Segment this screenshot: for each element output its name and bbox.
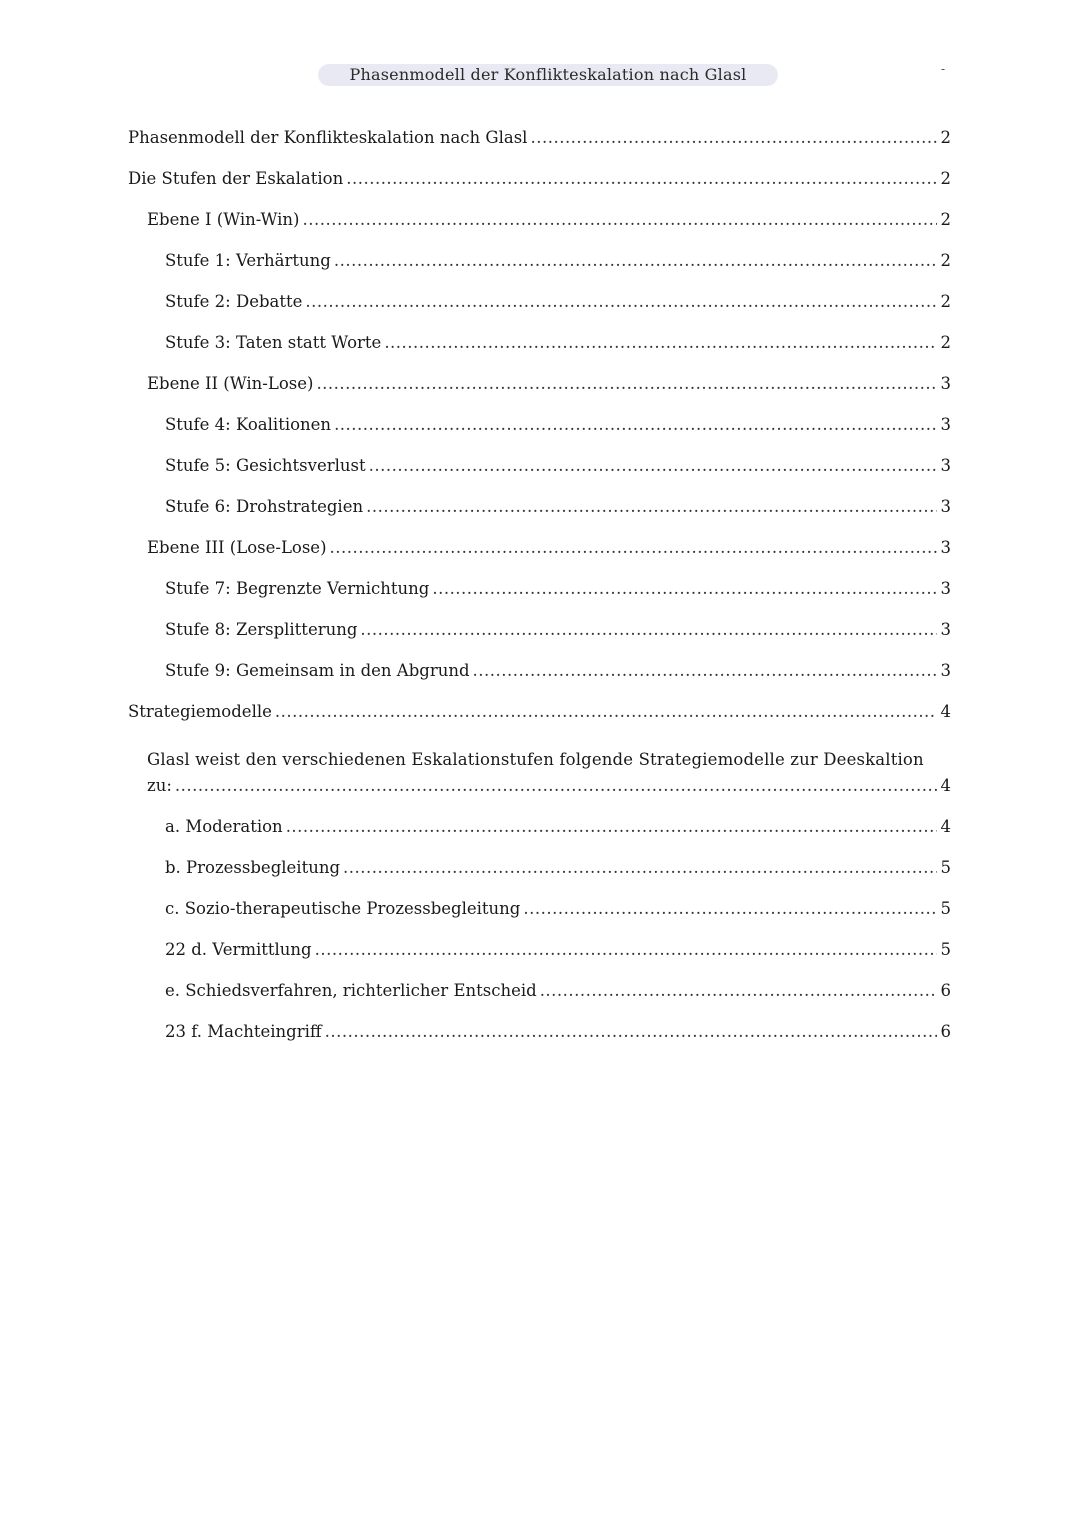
toc-dot-leader [315, 940, 937, 959]
toc-entry-stufe-8[interactable] [128, 620, 951, 661]
toc-entry-text: Ebene II (Win-Lose) [147, 374, 314, 393]
toc-page-number: 2 [940, 210, 951, 229]
toc-entry-glasl-strategiemodelle[interactable] [128, 743, 951, 817]
toc-entry-stufe-7[interactable] [128, 579, 951, 620]
toc-entry-text: Phasenmodell der Konflikteskalation nach Glasl [128, 128, 528, 147]
toc-dot-leader [360, 620, 936, 639]
page-header-title: Phasenmodell der Konflikteskalation nach Glasl [318, 64, 778, 86]
toc-dot-leader [343, 858, 936, 877]
toc-page-number: 6 [940, 1022, 951, 1041]
toc-dot-leader [334, 251, 937, 270]
toc-entry-text: c. Sozio-therapeutische Prozessbegleitung [165, 899, 521, 918]
toc-page-number: 2 [940, 333, 951, 352]
toc-dot-leader [305, 292, 936, 311]
toc-dot-leader [334, 415, 936, 434]
toc-entry-text: a. Moderation [165, 817, 283, 836]
toc-entry-text: Stufe 2: Debatte [165, 292, 303, 311]
toc-entry-text: Strategiemodelle [128, 702, 272, 721]
toc-dot-leader [530, 128, 936, 147]
toc-dot-leader [369, 456, 937, 475]
toc-entry-prozessbegleitung[interactable] [128, 858, 951, 899]
toc-page-number: 3 [940, 661, 951, 680]
toc-page-number: 5 [940, 858, 951, 877]
toc-entry-text: Die Stufen der Eskalation [128, 169, 344, 188]
toc-entry-stufe-6[interactable] [128, 497, 951, 538]
toc-entry-ebene-2[interactable] [128, 374, 951, 415]
toc-dot-leader [286, 817, 937, 836]
toc-dot-leader [346, 169, 936, 188]
toc-entry-stufe-1[interactable] [128, 251, 951, 292]
toc-dot-leader [302, 210, 936, 229]
toc-page-number: 3 [940, 415, 951, 434]
toc-dot-leader [316, 374, 936, 393]
toc-entry-text: 22 d. Vermittlung [165, 940, 312, 959]
toc-page-number: 2 [940, 251, 951, 270]
toc-entry-text: 23 f. Machteingriff [165, 1022, 322, 1041]
toc-entry-moderation[interactable] [128, 817, 951, 858]
toc-entry-text-continued: zu: [147, 776, 172, 795]
toc-entry-stufe-4[interactable] [128, 415, 951, 456]
toc-entry-stufe-2[interactable] [128, 292, 951, 333]
toc-entry-text: Stufe 4: Koalitionen [165, 415, 332, 434]
toc-page-number: 3 [940, 497, 951, 516]
toc-dot-leader [432, 579, 936, 598]
toc-page-number: 3 [940, 374, 951, 393]
toc-dot-leader [330, 538, 937, 557]
toc-entry-text: Stufe 7: Begrenzte Vernichtung [165, 579, 430, 598]
toc-page-number: 2 [940, 169, 951, 188]
toc-entry-text: Stufe 6: Drohstrategien [165, 497, 364, 516]
toc-entry-text: Stufe 5: Gesichtsverlust [165, 456, 366, 475]
toc-entry-text: Stufe 9: Gemeinsam in den Abgrund [165, 661, 470, 680]
toc-entry-sozio-therapeutisch[interactable] [128, 899, 951, 940]
toc-entry-text: Stufe 3: Taten statt Worte [165, 333, 382, 352]
header-mark: - [941, 62, 946, 76]
toc-dot-leader [275, 702, 937, 721]
toc-page-number: 2 [940, 292, 951, 311]
toc-dot-leader [523, 899, 936, 918]
toc-page-number: 4 [940, 702, 951, 721]
toc-dot-leader [384, 333, 936, 352]
toc-entry-strategiemodelle[interactable] [128, 702, 951, 743]
toc-entry-vermittlung[interactable] [128, 940, 951, 981]
toc-dot-leader [325, 1022, 937, 1041]
toc-page-number: 3 [940, 579, 951, 598]
toc-entry-text: e. Schiedsverfahren, richterlicher Entscheid [165, 981, 537, 1000]
toc-entry-text: Stufe 8: Zersplitterung [165, 620, 358, 639]
toc-entry-stufe-3[interactable] [128, 333, 951, 374]
toc-page-number: 4 [940, 817, 951, 836]
toc-page-number: 3 [940, 538, 951, 557]
toc-dot-leader [366, 497, 936, 516]
toc-entry-stufe-9[interactable] [128, 661, 951, 702]
toc-page-number: 5 [940, 899, 951, 918]
toc-entry-text: Ebene III (Lose-Lose) [147, 538, 327, 557]
toc-entry-text: b. Prozessbegleitung [165, 858, 341, 877]
toc-page-number: 3 [940, 456, 951, 475]
toc-page-number: 2 [940, 128, 951, 147]
toc-page-number: 3 [940, 620, 951, 639]
toc-dot-leader [540, 981, 937, 1000]
toc-page-number: 5 [940, 940, 951, 959]
toc-page-number: 6 [940, 981, 951, 1000]
toc-entry-stufe-5[interactable] [128, 456, 951, 497]
table-of-contents [128, 128, 951, 1063]
toc-entry-text: Glasl weist den verschiedenen Eskalationstufen folgende Strategiemodelle zur Deeskaltion [147, 750, 924, 769]
toc-entry-text: Stufe 1: Verhärtung [165, 251, 331, 270]
toc-entry-schiedsverfahren[interactable] [128, 981, 951, 1022]
toc-entry-stufen-der-eskalation[interactable] [128, 169, 951, 210]
toc-dot-leader [175, 776, 937, 795]
toc-entry-ebene-3[interactable] [128, 538, 951, 579]
toc-entry-ebene-1[interactable] [128, 210, 951, 251]
toc-entry-machteingriff[interactable] [128, 1022, 951, 1063]
toc-page-number: 4 [940, 776, 951, 795]
toc-entry-phasenmodell[interactable] [128, 128, 951, 169]
toc-dot-leader [473, 661, 937, 680]
toc-entry-text: Ebene I (Win-Win) [147, 210, 300, 229]
